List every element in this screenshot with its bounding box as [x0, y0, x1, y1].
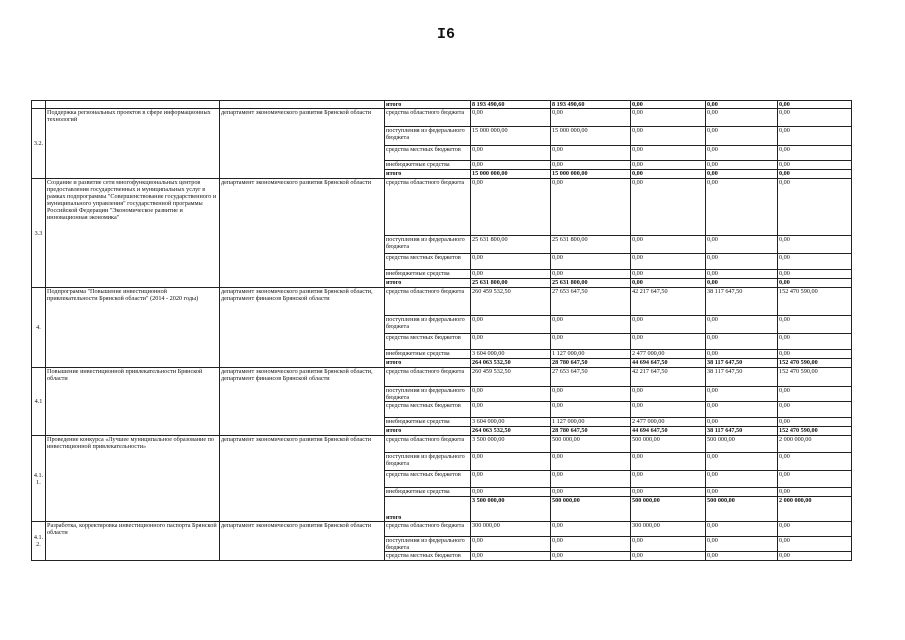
executor-cell: департамент экономического развития Брянской области	[220, 109, 385, 179]
amount-cell: 0,00	[778, 146, 852, 161]
funding-source-cell: средства местных бюджетов	[385, 334, 471, 350]
amount-cell: 1 127 000,00	[551, 418, 631, 427]
amount-cell: 152 470 590,00	[778, 359, 852, 368]
amount-cell: 0,00	[471, 387, 551, 402]
amount-cell: 0,00	[631, 279, 706, 288]
amount-cell: 0,00	[471, 179, 551, 236]
amount-cell: 0,00	[706, 552, 778, 561]
amount-cell: 0,00	[778, 254, 852, 270]
amount-cell: 260 459 532,50	[471, 368, 551, 387]
amount-cell: 0,00	[778, 316, 852, 334]
item-number-cell: 3.3	[32, 179, 46, 288]
amount-cell: 1 127 000,00	[551, 350, 631, 359]
table-row	[32, 109, 852, 127]
funding-source-cell: средства местных бюджетов	[385, 471, 471, 488]
amount-cell: 0,00	[631, 254, 706, 270]
amount-cell: 0,00	[778, 179, 852, 236]
amount-cell: 27 653 647,50	[551, 288, 631, 316]
amount-cell: 0,00	[706, 109, 778, 127]
executor-cell: департамент экономического развития Брянской области, департамент финансов Брянской области	[220, 368, 385, 436]
amount-cell: 0,00	[706, 161, 778, 170]
program-name-cell: Поддержка региональных проектов в сфере информационных технологий	[46, 109, 220, 179]
funding-source-cell: итого	[385, 497, 471, 522]
funding-source-cell: поступления из федерального бюджета	[385, 537, 471, 552]
amount-cell: 28 780 647,50	[551, 427, 631, 436]
amount-cell: 500 000,00	[706, 497, 778, 522]
program-name-cell	[46, 101, 220, 109]
funding-source-cell: средства местных бюджетов	[385, 146, 471, 161]
amount-cell: 0,00	[631, 236, 706, 254]
amount-cell: 0,00	[471, 334, 551, 350]
funding-source-cell: внебюджетные средства	[385, 350, 471, 359]
amount-cell: 15 000 000,00	[551, 127, 631, 146]
amount-cell: 0,00	[471, 537, 551, 552]
executor-cell	[220, 101, 385, 109]
amount-cell: 0,00	[778, 109, 852, 127]
funding-source-cell: средства местных бюджетов	[385, 402, 471, 418]
page-number: I6	[437, 26, 456, 43]
item-number-cell: 4.1	[32, 368, 46, 436]
amount-cell: 0,00	[631, 270, 706, 279]
amount-cell: 0,00	[706, 236, 778, 254]
amount-cell: 0,00	[471, 453, 551, 471]
amount-cell: 0,00	[471, 109, 551, 127]
table-row	[32, 436, 852, 453]
amount-cell: 38 117 647,50	[706, 368, 778, 387]
amount-cell: 8 193 490,60	[551, 101, 631, 109]
amount-cell: 0,00	[631, 161, 706, 170]
executor-cell: департамент экономического развития Брянской области	[220, 436, 385, 522]
amount-cell: 0,00	[631, 552, 706, 561]
funding-source-cell: поступления из федерального бюджета	[385, 316, 471, 334]
funding-source-cell: средства областного бюджета	[385, 368, 471, 387]
funding-source-cell: итого	[385, 359, 471, 368]
amount-cell: 42 217 647,50	[631, 288, 706, 316]
amount-cell: 0,00	[551, 146, 631, 161]
funding-source-cell: средства областного бюджета	[385, 109, 471, 127]
amount-cell: 25 631 800,00	[551, 279, 631, 288]
funding-source-cell: внебюджетные средства	[385, 161, 471, 170]
program-name-cell: Создание и развитие сети многофункциональных центров предоставления государственных и муниципальных услуг в рамках подпрограммы "Совершенствование государственного и муниципального управления" государственной программы Российской Федерации "Экономическое развитие и инновационная экономика"	[46, 179, 220, 288]
amount-cell: 0,00	[706, 334, 778, 350]
table-row-total	[32, 101, 852, 109]
amount-cell: 0,00	[631, 334, 706, 350]
amount-cell: 300 000,00	[471, 522, 551, 537]
amount-cell: 38 117 647,50	[706, 288, 778, 316]
amount-cell: 0,00	[706, 179, 778, 236]
funding-source-cell: поступления из федерального бюджета	[385, 387, 471, 402]
program-name-cell: Повышение инвестиционной привлекательности Брянской области	[46, 368, 220, 436]
amount-cell: 38 117 647,50	[706, 427, 778, 436]
amount-cell: 500 000,00	[631, 497, 706, 522]
amount-cell: 0,00	[551, 179, 631, 236]
amount-cell: 0,00	[631, 537, 706, 552]
amount-cell: 2 477 000,00	[631, 418, 706, 427]
amount-cell: 0,00	[778, 270, 852, 279]
funding-source-cell: итого	[385, 101, 471, 109]
amount-cell: 260 459 532,50	[471, 288, 551, 316]
amount-cell: 0,00	[706, 522, 778, 537]
budget-table	[31, 100, 852, 561]
amount-cell: 0,00	[551, 109, 631, 127]
funding-source-cell: средства областного бюджета	[385, 179, 471, 236]
amount-cell: 0,00	[551, 552, 631, 561]
funding-source-cell: поступления из федерального бюджета	[385, 236, 471, 254]
amount-cell: 25 631 800,00	[471, 236, 551, 254]
amount-cell: 500 000,00	[551, 436, 631, 453]
amount-cell: 0,00	[778, 537, 852, 552]
amount-cell: 300 000,00	[631, 522, 706, 537]
amount-cell: 0,00	[706, 101, 778, 109]
amount-cell: 0,00	[631, 146, 706, 161]
amount-cell: 38 117 647,50	[706, 359, 778, 368]
amount-cell: 500 000,00	[631, 436, 706, 453]
amount-cell: 15 000 000,00	[551, 170, 631, 179]
amount-cell: 0,00	[551, 488, 631, 497]
amount-cell: 0,00	[778, 279, 852, 288]
amount-cell: 0,00	[551, 453, 631, 471]
amount-cell: 0,00	[706, 488, 778, 497]
amount-cell: 0,00	[551, 316, 631, 334]
amount-cell: 8 193 490,60	[471, 101, 551, 109]
funding-source-cell: внебюджетные средства	[385, 418, 471, 427]
amount-cell: 0,00	[631, 453, 706, 471]
item-number-cell	[32, 101, 46, 109]
funding-source-cell: внебюджетные средства	[385, 488, 471, 497]
amount-cell: 0,00	[551, 254, 631, 270]
amount-cell: 0,00	[471, 316, 551, 334]
funding-source-cell: поступления из федерального бюджета	[385, 127, 471, 146]
amount-cell: 0,00	[706, 453, 778, 471]
item-number-cell: 4.1.2.	[32, 522, 46, 561]
amount-cell: 0,00	[471, 146, 551, 161]
amount-cell: 0,00	[551, 471, 631, 488]
amount-cell: 0,00	[778, 453, 852, 471]
item-number-cell: 3.2.	[32, 109, 46, 179]
executor-cell: департамент экономического развития Брянской области, департамент финансов Брянской области	[220, 288, 385, 368]
amount-cell: 0,00	[778, 552, 852, 561]
amount-cell: 0,00	[778, 522, 852, 537]
amount-cell: 500 000,00	[551, 497, 631, 522]
amount-cell: 0,00	[471, 402, 551, 418]
table-row	[32, 368, 852, 387]
amount-cell: 0,00	[631, 488, 706, 497]
amount-cell: 0,00	[551, 387, 631, 402]
amount-cell: 0,00	[551, 537, 631, 552]
amount-cell: 0,00	[631, 316, 706, 334]
amount-cell: 0,00	[706, 402, 778, 418]
program-name-cell: Разработка, корректировка инвестиционного паспорта Брянской области	[46, 522, 220, 561]
funding-source-cell: средства областного бюджета	[385, 522, 471, 537]
amount-cell: 0,00	[551, 334, 631, 350]
amount-cell: 25 631 800,00	[551, 236, 631, 254]
amount-cell: 0,00	[551, 270, 631, 279]
amount-cell: 0,00	[706, 471, 778, 488]
amount-cell: 0,00	[706, 270, 778, 279]
amount-cell: 0,00	[631, 387, 706, 402]
amount-cell: 0,00	[631, 179, 706, 236]
amount-cell: 0,00	[706, 537, 778, 552]
amount-cell: 0,00	[551, 402, 631, 418]
amount-cell: 0,00	[471, 254, 551, 270]
amount-cell: 0,00	[706, 387, 778, 402]
amount-cell: 264 063 532,50	[471, 427, 551, 436]
funding-source-cell: средства местных бюджетов	[385, 254, 471, 270]
amount-cell: 25 631 800,00	[471, 279, 551, 288]
amount-cell: 0,00	[631, 109, 706, 127]
funding-source-cell: поступления из федерального бюджета	[385, 453, 471, 471]
amount-cell: 0,00	[706, 127, 778, 146]
amount-cell: 0,00	[631, 170, 706, 179]
amount-cell: 0,00	[778, 402, 852, 418]
amount-cell: 0,00	[778, 334, 852, 350]
funding-source-cell: внебюджетные средства	[385, 270, 471, 279]
executor-cell: департамент экономического развития Брянской области	[220, 179, 385, 288]
amount-cell: 0,00	[778, 471, 852, 488]
amount-cell: 3 604 000,00	[471, 350, 551, 359]
amount-cell: 0,00	[706, 279, 778, 288]
amount-cell: 44 694 647,50	[631, 427, 706, 436]
amount-cell: 0,00	[778, 101, 852, 109]
table-row	[32, 522, 852, 537]
item-number-cell: 4.	[32, 288, 46, 368]
amount-cell: 152 470 590,00	[778, 288, 852, 316]
amount-cell: 2 477 000,00	[631, 350, 706, 359]
amount-cell: 0,00	[631, 402, 706, 418]
amount-cell: 0,00	[631, 471, 706, 488]
amount-cell: 500 000,00	[706, 436, 778, 453]
amount-cell: 0,00	[471, 488, 551, 497]
amount-cell: 0,00	[706, 254, 778, 270]
table-row	[32, 179, 852, 236]
amount-cell: 0,00	[778, 170, 852, 179]
amount-cell: 0,00	[778, 387, 852, 402]
amount-cell: 152 470 590,00	[778, 368, 852, 387]
amount-cell: 0,00	[471, 471, 551, 488]
amount-cell: 0,00	[631, 127, 706, 146]
amount-cell: 0,00	[706, 350, 778, 359]
amount-cell: 0,00	[551, 522, 631, 537]
amount-cell: 0,00	[778, 350, 852, 359]
amount-cell: 27 653 647,50	[551, 368, 631, 387]
amount-cell: 28 780 647,50	[551, 359, 631, 368]
amount-cell: 15 000 000,00	[471, 127, 551, 146]
amount-cell: 0,00	[778, 127, 852, 146]
funding-source-cell: итого	[385, 170, 471, 179]
amount-cell: 0,00	[706, 170, 778, 179]
amount-cell: 3 604 000,00	[471, 418, 551, 427]
funding-source-cell: итого	[385, 427, 471, 436]
amount-cell: 2 000 000,00	[778, 436, 852, 453]
amount-cell: 3 500 000,00	[471, 497, 551, 522]
amount-cell: 0,00	[778, 418, 852, 427]
program-name-cell: Подпрограмма "Повышение инвестиционной привлекательности Брянской области" (2014 - 2020 годы)	[46, 288, 220, 368]
funding-source-cell: средства областного бюджета	[385, 288, 471, 316]
amount-cell: 0,00	[471, 161, 551, 170]
funding-source-cell: итого	[385, 279, 471, 288]
amount-cell: 15 000 000,00	[471, 170, 551, 179]
funding-source-cell: средства областного бюджета	[385, 436, 471, 453]
amount-cell: 0,00	[706, 316, 778, 334]
amount-cell: 152 470 590,00	[778, 427, 852, 436]
amount-cell: 44 694 647,50	[631, 359, 706, 368]
program-name-cell: Проведение конкурса «Лучшее муниципальное образование по инвестиционной привлекательности»	[46, 436, 220, 522]
amount-cell: 42 217 647,50	[631, 368, 706, 387]
executor-cell: департамент экономического развития Брянской области	[220, 522, 385, 561]
amount-cell: 0,00	[778, 236, 852, 254]
amount-cell: 0,00	[471, 270, 551, 279]
amount-cell: 3 500 000,00	[471, 436, 551, 453]
amount-cell: 0,00	[706, 146, 778, 161]
item-number-cell: 4.1.1.	[32, 436, 46, 522]
amount-cell: 0,00	[778, 161, 852, 170]
amount-cell: 0,00	[706, 418, 778, 427]
amount-cell: 264 063 532,50	[471, 359, 551, 368]
amount-cell: 0,00	[631, 101, 706, 109]
amount-cell: 0,00	[471, 552, 551, 561]
amount-cell: 0,00	[778, 488, 852, 497]
funding-source-cell: средства местных бюджетов	[385, 552, 471, 561]
table-row	[32, 288, 852, 316]
amount-cell: 0,00	[551, 161, 631, 170]
amount-cell: 2 000 000,00	[778, 497, 852, 522]
